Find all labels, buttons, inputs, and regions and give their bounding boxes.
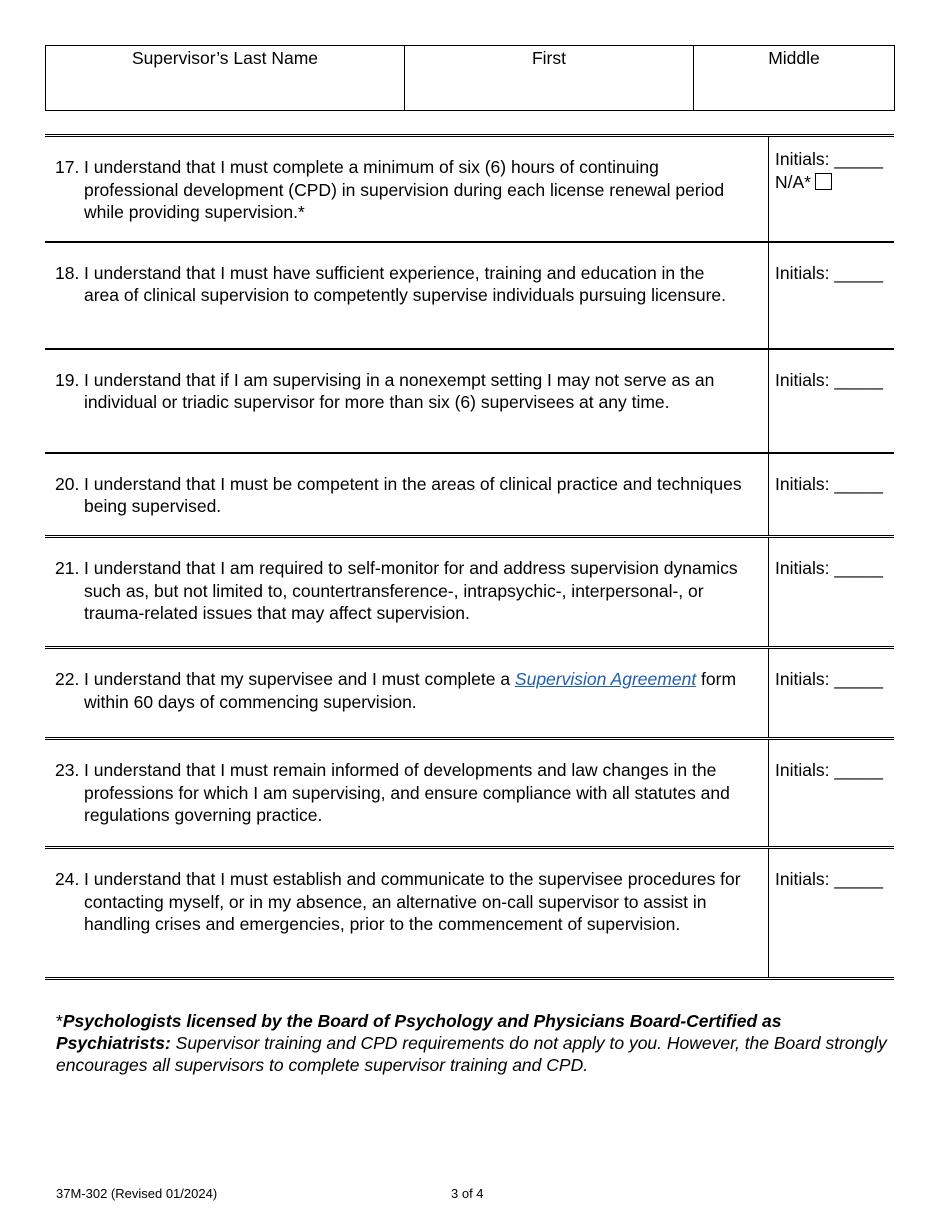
item-text: I understand that I am required to self-monitor for and address supervision dynamics such as, but not limited to, countertransference-, intrapsychic-, interpersonal-, or trauma-related issues that may affect supervision. — [84, 558, 738, 623]
item-text: I understand that if I am supervising in a nonexempt setting I may not serve as an individual or triadic supervisor for more than six (6) supervisees at any time. — [84, 369, 715, 412]
initials-field[interactable]: Initials: _____ — [775, 149, 883, 169]
first-name-field[interactable] — [405, 46, 694, 111]
footnote-star: * — [56, 1011, 63, 1031]
item-row-21 — [45, 537, 894, 648]
middle-name-label: Middle — [768, 48, 820, 68]
supervisor-name-table — [45, 45, 895, 111]
item-number: 17. — [55, 157, 80, 177]
form-id: 37M-302 (Revised 01/2024) — [56, 1186, 218, 1201]
item-text: I understand that I must have sufficient experience, training and education in the area of clinical supervision to competently supervise individuals pursuing licensure. — [84, 262, 726, 305]
item-row-17 — [45, 136, 894, 242]
footnote — [56, 1010, 896, 1076]
item-number: 20. — [55, 473, 80, 494]
na-label: N/A* — [775, 171, 811, 192]
initials-field[interactable]: Initials: _____ — [775, 669, 883, 689]
initials-field[interactable]: Initials: _____ — [775, 760, 883, 780]
page-number: 3 of 4 — [451, 1186, 484, 1201]
item-text-after: form within 60 days of commencing supervision. — [84, 669, 737, 712]
item-text: I understand that I must be competent in the areas of clinical practice and techniques being supervised. — [84, 473, 742, 516]
initials-field[interactable]: Initials: _____ — [775, 262, 883, 283]
last-name-label: Supervisor’s Last Name — [131, 48, 319, 68]
supervision-agreement-link[interactable]: Supervision Agreement — [514, 669, 697, 689]
item-text-before: I understand that my supervisee and I must complete a — [84, 669, 515, 689]
item-row-19 — [45, 349, 894, 453]
item-number: 21. — [55, 558, 80, 578]
item-text: I understand that I must remain informed of developments and law changes in the professions for which I am supervising, and ensure compliance with all statutes and regulations governing practice. — [84, 760, 730, 825]
na-checkbox[interactable] — [815, 173, 832, 190]
footnote-bold: Psychologists licensed by the Board of Psychology and Physicians Board-Certified as Psychiatrists: — [56, 1011, 782, 1053]
item-number: 22. — [55, 669, 80, 689]
item-row-20 — [45, 453, 894, 537]
initials-field[interactable]: Initials: _____ — [775, 369, 883, 390]
item-number: 19. — [55, 369, 80, 390]
item-row-23 — [45, 739, 894, 848]
item-text: I understand that I must establish and communicate to the supervisee procedures for contacting myself, or in my absence, an alternative on-call supervisor to assist in handling crises and emergencies, prior to the commencement of supervision. — [84, 869, 741, 934]
item-number: 23. — [55, 760, 80, 780]
first-name-label: First — [531, 48, 567, 68]
attestation-items-table — [45, 134, 894, 980]
item-number: 24. — [55, 869, 80, 889]
initials-field[interactable]: Initials: _____ — [775, 473, 883, 494]
item-row-22 — [45, 648, 894, 739]
middle-name-field[interactable] — [694, 46, 895, 111]
item-text: I understand that I must complete a minimum of six (6) hours of continuing professional development (CPD) in supervision during each license renewal period while providing supervision.* — [84, 157, 725, 222]
last-name-field[interactable] — [46, 46, 405, 111]
initials-field[interactable]: Initials: _____ — [775, 558, 883, 578]
initials-field[interactable]: Initials: _____ — [775, 869, 883, 889]
item-number: 18. — [55, 262, 80, 283]
item-row-18 — [45, 242, 894, 349]
footnote-text: Supervisor training and CPD requirements do not apply to you. However, the Board strongly encourages all supervisors to complete supervisor training and CPD. — [56, 1033, 887, 1075]
item-row-24 — [45, 848, 894, 979]
